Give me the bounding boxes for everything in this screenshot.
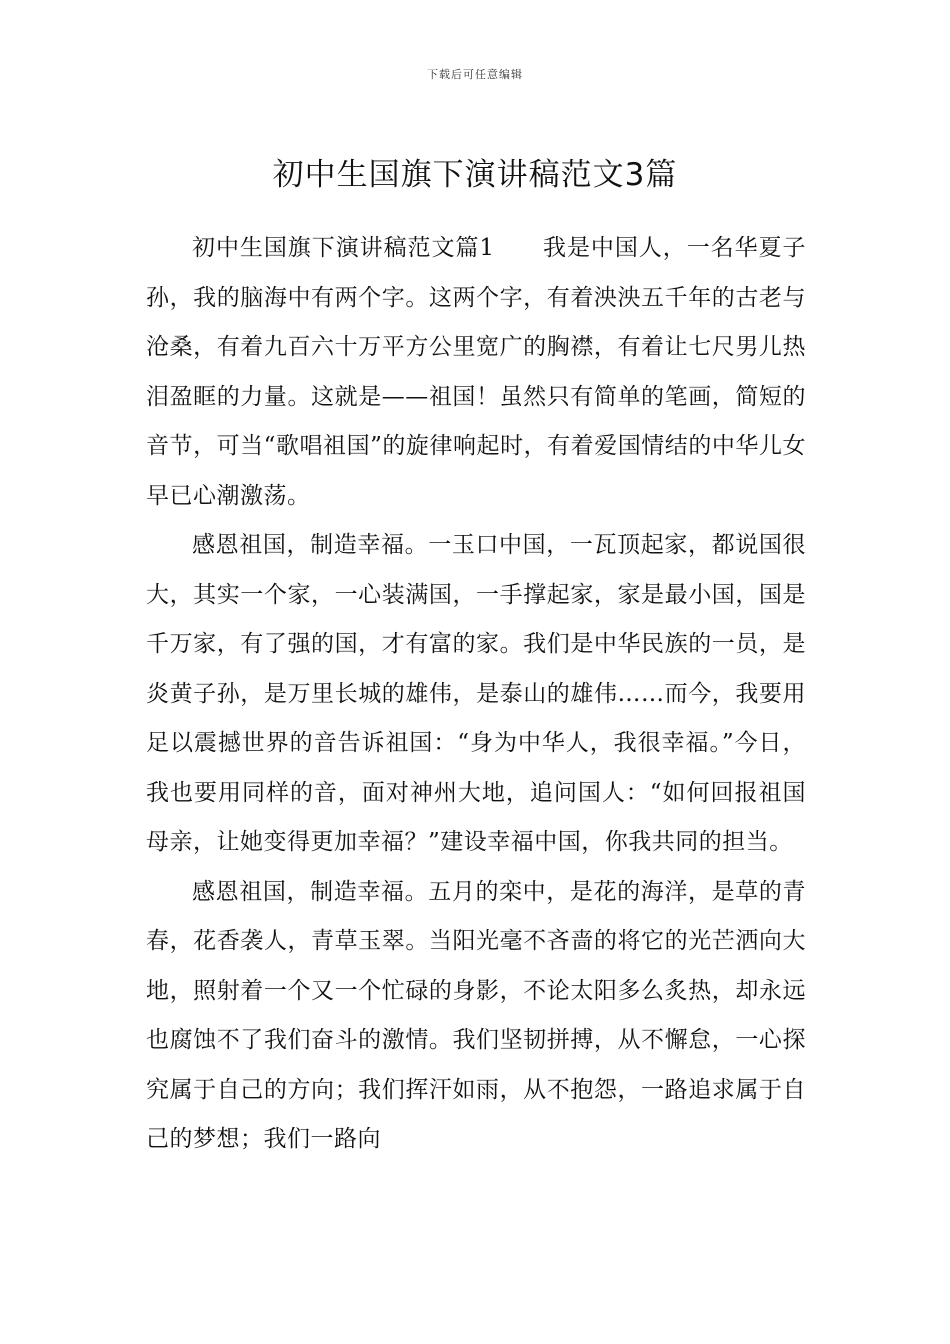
paragraph-1-text: 我是中国人，一名华夏子孙，我的脑海中有两个字。这两个字，有着泱泱五千年的古老与沧桑，有着九百六十万平方公里宽广的胸襟，有着让七尺男儿热泪盈眶的力量。这就是——祖国！虽然只有简单的笔画，简短的音节，可当“歌唱祖国”的旋律响起时，有着爱国情结的中华儿女早已心潮激荡。	[146, 235, 807, 509]
document-body	[146, 224, 806, 1165]
paragraph-2: 感恩祖国，制造幸福。一玉口中国，一瓦顶起家，都说国很大，其实一个家，一心装满国，一手撑起家，家是最小国，国是千万家，有了强的国，才有富的家。我们是中华民族的一员，是炎黄子孙，是万里长城的雄伟，是泰山的雄伟……而今，我要用足以震撼世界的音告诉祖国：“身为中华人，我很幸福。”今日，我也要用同样的音，面对神州大地，追问国人：“如何回报祖国母亲，让她变得更加幸福？”建设幸福中国，你我共同的担当。	[146, 532, 806, 855]
paragraph-3: 感恩祖国，制造幸福。五月的栾中，是花的海洋，是草的青春，花香袭人，青草玉翠。当阳光毫不吝啬的将它的光芒洒向大地，照射着一个又一个忙碌的身影，不论太阳多么炙热，却永远也腐蚀不了我们奋斗的激情。我们坚韧拼搏，从不懈怠，一心探究属于自己的方向；我们挥汗如雨，从不抱怨，一路追求属于自己的梦想；我们一路向	[146, 878, 806, 1152]
header-note: 下载后可任意编辑	[427, 68, 523, 81]
document-title: 初中生国旗下演讲稿范文3篇	[272, 156, 678, 193]
paragraph-1	[146, 224, 806, 521]
section-heading: 初中生国旗下演讲稿范文篇1	[192, 235, 495, 261]
